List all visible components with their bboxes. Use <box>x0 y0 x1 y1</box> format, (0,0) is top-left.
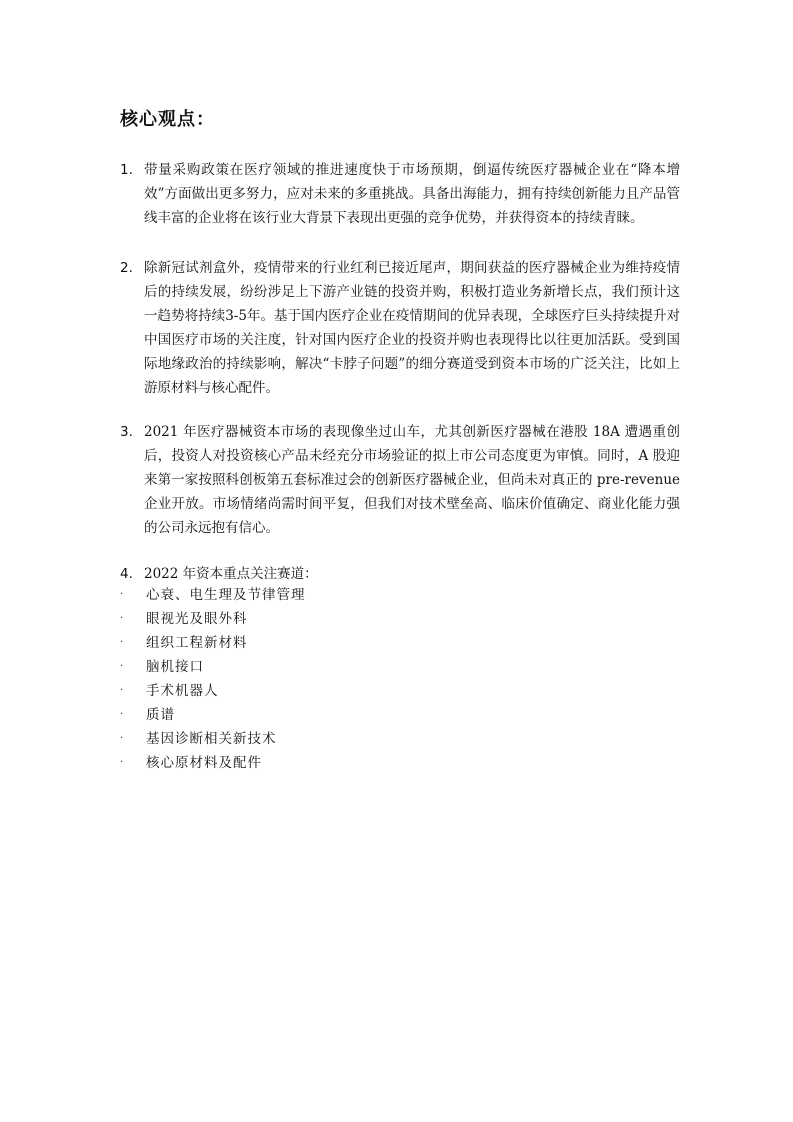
track-label: 基因诊断相关新技术 <box>146 731 277 747</box>
key-point-1 <box>120 158 680 230</box>
focus-tracks-list <box>120 583 306 775</box>
point-text: 除新冠试剂盒外，疫情带来的行业红利已接近尾声，期间获益的医疗器械企业为维持疫情后的持续发展，纷纷涉足上下游产业链的投资并购，积极打造业务新增长点，我们预计这一趋势将持续3-5年。基于国内医疗企业在疫情期间的优异表现，全球医疗巨头持续提升对中国医疗市场的关注度，针对国内医疗企业的投资并购也表现得比以往更加活跃。受到国际地缘政治的持续影响，解决“卡脖子问题”的细分赛道受到资本市场的广泛关注，比如上游原材料与核心配件。 <box>144 260 680 396</box>
list-item <box>120 631 306 655</box>
track-label: 脑机接口 <box>146 659 204 675</box>
list-item <box>120 679 306 703</box>
list-item <box>120 607 306 631</box>
point-title: 2022 年资本重点关注赛道： <box>144 566 318 582</box>
list-item <box>120 751 306 775</box>
list-item <box>120 655 306 679</box>
list-item <box>120 727 306 751</box>
bullet-icon: · <box>120 733 124 744</box>
track-label: 核心原材料及配件 <box>146 755 262 771</box>
track-label: 眼视光及眼外科 <box>146 611 248 627</box>
page-heading: 核心观点： <box>120 109 215 130</box>
point-number: 2. <box>120 260 133 276</box>
point-text: 2021 年医疗器械资本市场的表现像坐过山车，尤其创新医疗器械在港股 18A 遭遇重创后，投资人对投资核心产品未经充分市场验证的拟上市公司态度更为审慎。同时，A 股迎来第一家按照科创板第五套标准过会的创新医疗器械企业，但尚未对真正的 pre-revenue 企业开放。市场情绪尚需时间平复，但我们对技术壁垒高、临床价值确定、商业化能力强的公司永远抱有信心。 <box>144 424 680 536</box>
track-label: 手术机器人 <box>146 683 219 699</box>
track-label: 组织工程新材料 <box>146 635 248 651</box>
list-item <box>120 703 306 727</box>
track-label: 心衰、电生理及节律管理 <box>146 587 306 603</box>
bullet-icon: · <box>120 613 124 624</box>
bullet-icon: · <box>120 661 124 672</box>
track-label: 质谱 <box>146 707 175 723</box>
point-number: 1. <box>120 162 133 178</box>
point-number: 4. <box>120 566 133 582</box>
bullet-icon: · <box>120 637 124 648</box>
bullet-icon: · <box>120 589 124 600</box>
point-number: 3. <box>120 424 133 440</box>
bullet-icon: · <box>120 685 124 696</box>
key-point-2 <box>120 256 680 400</box>
key-point-3 <box>120 420 680 540</box>
point-text: 带量采购政策在医疗领域的推进速度快于市场预期，倒逼传统医疗器械企业在“降本增效”方面做出更多努力，应对未来的多重挑战。具备出海能力，拥有持续创新能力且产品管线丰富的企业将在该行业大背景下表现出更强的竞争优势，并获得资本的持续青睐。 <box>144 162 680 226</box>
list-item <box>120 583 306 607</box>
bullet-icon: · <box>120 709 124 720</box>
bullet-icon: · <box>120 757 124 768</box>
